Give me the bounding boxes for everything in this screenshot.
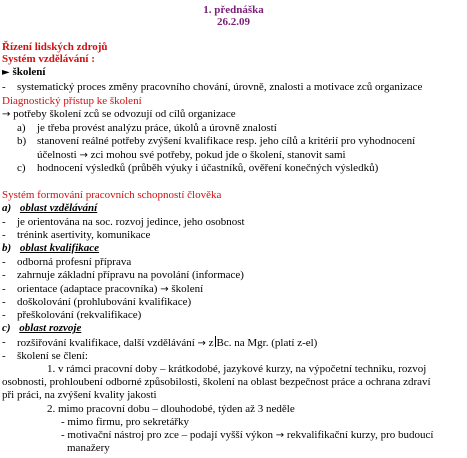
right-arrow-icon: →: [160, 284, 169, 295]
list-item: školení se člení:: [17, 350, 88, 362]
dash-marker: -: [2, 229, 6, 241]
list-marker: c): [17, 162, 26, 174]
subsection-title: oblast rozvoje: [19, 322, 82, 334]
subsection-marker: a): [2, 202, 12, 214]
dash-marker: -: [2, 309, 6, 321]
list-item: [17, 283, 203, 296]
sub-item: - mimo firmu, pro sekretářky: [61, 416, 189, 428]
right-arrow-icon: →: [275, 430, 285, 441]
subsection-a: [2, 202, 97, 215]
continuation-text: zci mohou své potřeby, pokud jde o školení, stanovit sami: [87, 149, 346, 161]
list-item: trénink asertivity, komunikace: [17, 229, 151, 241]
dash-marker: -: [2, 256, 6, 268]
dash-marker: -: [2, 269, 6, 281]
list-item-text: orientace (adaptace pracovníka): [17, 283, 161, 295]
text-cursor[interactable]: [215, 336, 216, 347]
section-title-schopnosti: Systém formování pracovních schopností člověka: [2, 189, 222, 201]
list-item-text: z: [205, 337, 214, 349]
right-arrow-icon: →: [79, 150, 88, 161]
list-item-continuation: [37, 149, 346, 162]
sub-item-text: - motivační nástroj pro zce – podají vyšší výkon: [61, 429, 276, 441]
numbered-item-continuation: osobnosti, prohloubení odborné způsobilosti, školení na oblast bezpečnost práce a ochrana zdraví: [2, 376, 431, 388]
list-item: hodnocení výsledků (průběh výuky i účastníků, ověření konečných výsledků): [37, 162, 379, 174]
section-subtitle: Systém vzdělávání :: [2, 53, 95, 65]
dash-marker: -: [2, 336, 6, 348]
subsection-marker: b): [2, 242, 12, 254]
subsection-marker: c): [2, 322, 11, 334]
list-marker: a): [17, 122, 26, 134]
list-item-text: Bc. na Mgr. (platí z-el): [216, 337, 318, 349]
list-item: stanovení reálné potřeby zvýšení kvalifikace resp. jeho cílů a kritérií pro vyhodnocení: [37, 135, 416, 147]
diagnostic-heading: Diagnostický přístup ke školení: [2, 95, 142, 107]
list-item: zahrnuje základní přípravu na povolání (informace): [17, 269, 244, 281]
numbered-item-continuation: při práci, na zvýšení kvality jakosti: [2, 389, 157, 401]
list-item: [2, 81, 6, 94]
sub-item-text: rekvalifikační kurzy, pro budoucí: [284, 429, 434, 441]
skoleni-definition: systematický proces změny pracovního chování, úrovně, znalosti a motivace zců organizace: [17, 81, 423, 93]
list-marker: b): [17, 135, 27, 147]
continuation-text: účelnosti: [37, 149, 80, 161]
subsection-b: [2, 242, 99, 255]
list-item: přeškolování (rekvalifikace): [17, 309, 142, 321]
right-arrow-icon: →: [2, 109, 11, 120]
triangle-bullet-icon: ►: [2, 67, 10, 78]
dash-marker: -: [2, 216, 6, 228]
list-item: odborná profesní příprava: [17, 256, 132, 268]
dash-marker: -: [2, 296, 6, 308]
list-item: je orientována na soc. rozvoj jedince, jeho osobnost: [17, 216, 245, 228]
subsection-title: oblast vzdělávání: [19, 202, 98, 214]
dash-marker: -: [2, 283, 6, 295]
right-arrow-icon: →: [197, 338, 206, 349]
lecture-heading: 1. přednáška: [203, 4, 264, 16]
list-item: doškolování (prohlubování kvalifikace): [17, 296, 192, 308]
needs-intro: [2, 108, 236, 121]
list-item-text: školení: [168, 283, 204, 295]
subsection-c: [2, 322, 81, 335]
skoleni-heading: [2, 66, 45, 79]
needs-intro-text: potřeby školení zců se odvozují od cílů organizace: [13, 108, 236, 120]
lecture-date: 26.2.09: [217, 16, 250, 28]
sub-item: [61, 429, 433, 442]
dash-marker: -: [2, 81, 6, 93]
skoleni-label: školení: [12, 66, 46, 78]
numbered-item: 1. v rámci pracovní doby – krátkodobé, jazykové kurzy, na výpočetní techniku, rozvoj: [47, 363, 427, 375]
list-item-text: rozšiřování kvalifikace, další vzdělávání: [17, 337, 198, 349]
numbered-item: 2. mimo pracovní dobu – dlouhodobé, týden až 3 neděle: [47, 403, 295, 415]
sub-item-continuation: manažery: [67, 442, 110, 454]
list-item: [17, 336, 317, 350]
dash-marker: -: [2, 350, 6, 362]
list-item: je třeba provést analýzu práce, úkolů a úrovně znalostí: [37, 122, 277, 134]
section-title-hr: Řízení lidských zdrojů: [2, 41, 108, 53]
subsection-title: oblast kvalifikace: [19, 242, 100, 254]
